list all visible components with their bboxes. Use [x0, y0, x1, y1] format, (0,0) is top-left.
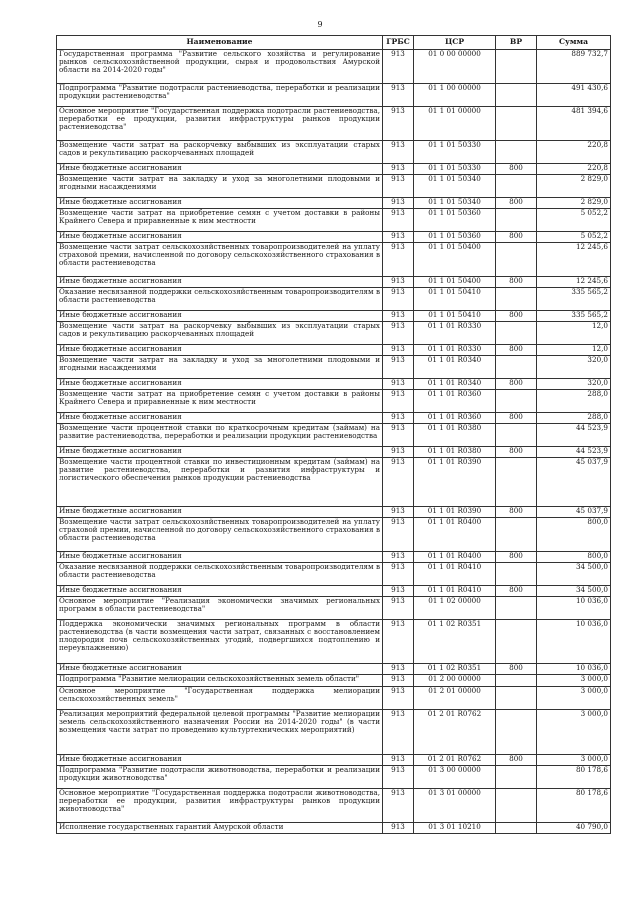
cell-name: Основное мероприятие "Государственная поддержка мелиорации сельскохозяйственных земель" — [57, 687, 383, 710]
cell-csr: 01 1 01 50330 — [414, 141, 496, 164]
cell-name: Иные бюджетные ассигнования — [57, 552, 383, 563]
cell-csr: 01 1 01 R0330 — [414, 345, 496, 356]
cell-grbs: 913 — [383, 620, 414, 664]
cell-sum: 12 245,6 — [537, 243, 611, 277]
cell-sum: 320,0 — [537, 356, 611, 379]
cell-sum: 800,0 — [537, 518, 611, 552]
cell-sum: 12,0 — [537, 345, 611, 356]
cell-grbs: 913 — [383, 288, 414, 311]
cell-vr: 800 — [496, 164, 537, 175]
cell-name: Подпрограмма "Развитие подотрасли растениеводства, переработки и реализации продукции растениеводства" — [57, 84, 383, 107]
cell-csr: 01 1 01 R0400 — [414, 518, 496, 552]
cell-sum: 3 000,0 — [537, 710, 611, 755]
cell-vr — [496, 84, 537, 107]
cell-name: Возмещение части затрат сельскохозяйственных товаропроизводителей на уплату страховой премии, начисленной по договору сельскохозяйственного страхования в области растениеводства — [57, 243, 383, 277]
table-row — [57, 141, 611, 164]
cell-vr — [496, 687, 537, 710]
cell-name: Возмещение части процентной ставки по краткосрочным кредитам (займам) на развитие растениеводства, переработки и реализации продукции растениеводства — [57, 424, 383, 447]
cell-grbs: 913 — [383, 518, 414, 552]
table-row — [57, 379, 611, 390]
cell-sum: 44 523,9 — [537, 447, 611, 458]
cell-name: Иные бюджетные ассигнования — [57, 507, 383, 518]
cell-name: Иные бюджетные ассигнования — [57, 379, 383, 390]
cell-name: Иные бюджетные ассигнования — [57, 345, 383, 356]
table-row — [57, 563, 611, 586]
cell-vr — [496, 620, 537, 664]
cell-vr: 800 — [496, 755, 537, 766]
cell-grbs: 913 — [383, 277, 414, 288]
cell-vr: 800 — [496, 586, 537, 597]
cell-vr — [496, 322, 537, 345]
table-row — [57, 198, 611, 209]
cell-grbs: 913 — [383, 755, 414, 766]
cell-csr: 01 1 01 50400 — [414, 243, 496, 277]
cell-name: Основное мероприятие "Государственная поддержка подотрасли животноводства, переработки ее продукции, развития инфраструктуры рынков продукции животноводства" — [57, 789, 383, 823]
cell-sum: 45 037,9 — [537, 507, 611, 518]
cell-csr: 01 1 01 R0360 — [414, 413, 496, 424]
header-sum: Сумма — [537, 36, 611, 50]
cell-vr — [496, 789, 537, 823]
cell-vr — [496, 424, 537, 447]
table-row — [57, 424, 611, 447]
cell-vr — [496, 823, 537, 834]
cell-csr: 01 1 01 R0390 — [414, 458, 496, 507]
cell-grbs: 913 — [383, 379, 414, 390]
cell-name: Оказание несвязанной поддержки сельскохозяйственным товаропроизводителям в области растениеводства — [57, 288, 383, 311]
cell-vr — [496, 141, 537, 164]
cell-vr — [496, 675, 537, 687]
cell-sum: 481 394,6 — [537, 107, 611, 141]
cell-name: Основное мероприятие "Реализация экономически значимых региональных программ в области растениеводства" — [57, 597, 383, 620]
cell-vr — [496, 356, 537, 379]
cell-csr: 01 1 01 R0400 — [414, 552, 496, 563]
header-csr: ЦСР — [414, 36, 496, 50]
table-row — [57, 552, 611, 563]
cell-vr — [496, 175, 537, 198]
cell-csr: 01 2 01 R0762 — [414, 710, 496, 755]
header-grbs: ГРБС — [383, 36, 414, 50]
cell-csr: 01 1 01 50400 — [414, 277, 496, 288]
cell-vr — [496, 766, 537, 789]
cell-name: Иные бюджетные ассигнования — [57, 664, 383, 675]
cell-sum: 12 245,6 — [537, 277, 611, 288]
cell-csr: 01 3 00 00000 — [414, 766, 496, 789]
cell-sum: 10 036,0 — [537, 620, 611, 664]
cell-grbs: 913 — [383, 209, 414, 232]
cell-name: Иные бюджетные ассигнования — [57, 755, 383, 766]
cell-vr — [496, 209, 537, 232]
table-row — [57, 620, 611, 664]
cell-sum: 335 565,2 — [537, 288, 611, 311]
table-row — [57, 164, 611, 175]
cell-name: Возмещение части затрат на приобретение семян с учетом доставки в районы Крайнего Севера и приравненные к ним местности — [57, 390, 383, 413]
cell-csr: 01 1 01 50330 — [414, 164, 496, 175]
cell-grbs: 913 — [383, 107, 414, 141]
cell-sum: 5 052,2 — [537, 232, 611, 243]
cell-name: Иные бюджетные ассигнования — [57, 447, 383, 458]
cell-name: Иные бюджетные ассигнования — [57, 413, 383, 424]
cell-vr: 800 — [496, 232, 537, 243]
cell-name: Оказание несвязанной поддержки сельскохозяйственным товаропроизводителям в области растениеводства — [57, 563, 383, 586]
cell-csr: 01 1 02 R0351 — [414, 664, 496, 675]
cell-sum: 3 000,0 — [537, 755, 611, 766]
cell-sum: 288,0 — [537, 413, 611, 424]
table-row — [57, 687, 611, 710]
cell-sum: 12,0 — [537, 322, 611, 345]
table-row — [57, 823, 611, 834]
cell-name: Подпрограмма "Развитие мелиорации сельскохозяйственных земель области" — [57, 675, 383, 687]
cell-name: Возмещение части затрат на раскорчевку выбывших из эксплуатации старых садов и рекультивацию раскорчеванных площадей — [57, 141, 383, 164]
cell-csr: 01 0 00 00000 — [414, 50, 496, 84]
cell-grbs: 913 — [383, 356, 414, 379]
cell-name: Государственная программа "Развитие сельского хозяйства и регулирование рынков сельскохозяйственной продукции, сырья и продовольствия Амурской области на 2014-2020 годы" — [57, 50, 383, 84]
cell-name: Иные бюджетные ассигнования — [57, 277, 383, 288]
cell-name: Возмещение части затрат на закладку и уход за многолетними плодовыми и ягодными насаждениями — [57, 175, 383, 198]
cell-sum: 889 732,7 — [537, 50, 611, 84]
cell-vr — [496, 458, 537, 507]
cell-vr — [496, 563, 537, 586]
cell-grbs: 913 — [383, 687, 414, 710]
cell-name: Возмещение части затрат на закладку и уход за многолетними плодовыми и ягодными насаждениями — [57, 356, 383, 379]
cell-name: Исполнение государственных гарантий Амурской области — [57, 823, 383, 834]
cell-grbs: 913 — [383, 198, 414, 209]
cell-name: Иные бюджетные ассигнования — [57, 232, 383, 243]
table-row — [57, 789, 611, 823]
table-row — [57, 345, 611, 356]
cell-vr: 800 — [496, 311, 537, 322]
cell-csr: 01 1 01 50340 — [414, 198, 496, 209]
table-row — [57, 390, 611, 413]
cell-csr: 01 1 01 R0340 — [414, 356, 496, 379]
cell-csr: 01 1 01 50410 — [414, 311, 496, 322]
table-row — [57, 243, 611, 277]
cell-csr: 01 1 01 50340 — [414, 175, 496, 198]
table-row — [57, 50, 611, 84]
table-row — [57, 209, 611, 232]
table-row — [57, 675, 611, 687]
cell-grbs: 913 — [383, 710, 414, 755]
table-row — [57, 175, 611, 198]
cell-csr: 01 1 01 R0360 — [414, 390, 496, 413]
cell-sum: 335 565,2 — [537, 311, 611, 322]
cell-csr: 01 1 02 R0351 — [414, 620, 496, 664]
cell-csr: 01 1 01 R0380 — [414, 424, 496, 447]
cell-sum: 10 036,0 — [537, 597, 611, 620]
cell-sum: 40 790,0 — [537, 823, 611, 834]
table-row — [57, 507, 611, 518]
cell-vr: 800 — [496, 345, 537, 356]
cell-sum: 80 178,6 — [537, 789, 611, 823]
cell-name: Возмещение части затрат на приобретение семян с учетом доставки в районы Крайнего Севера и приравненные к ним местности — [57, 209, 383, 232]
cell-name: Реализация мероприятий федеральной целевой программы "Развитие мелиорации земель сельскохозяйственного назначения России на 2014-2020 годы" (в части возмещения части затрат по проведению культуртехнических мероприятий) — [57, 710, 383, 755]
table-row — [57, 288, 611, 311]
cell-name: Подпрограмма "Развитие подотрасли животноводства, переработки и реализации продукции животноводства" — [57, 766, 383, 789]
cell-csr: 01 3 01 00000 — [414, 789, 496, 823]
cell-sum: 34 500,0 — [537, 586, 611, 597]
cell-name: Иные бюджетные ассигнования — [57, 164, 383, 175]
cell-sum: 45 037,9 — [537, 458, 611, 507]
cell-vr: 800 — [496, 447, 537, 458]
cell-grbs: 913 — [383, 458, 414, 507]
cell-grbs: 913 — [383, 311, 414, 322]
cell-csr: 01 1 01 50360 — [414, 209, 496, 232]
cell-csr: 01 1 02 00000 — [414, 597, 496, 620]
cell-sum: 320,0 — [537, 379, 611, 390]
table-row — [57, 107, 611, 141]
table-row — [57, 518, 611, 552]
cell-sum: 220,8 — [537, 141, 611, 164]
cell-grbs: 913 — [383, 597, 414, 620]
cell-sum: 491 430,6 — [537, 84, 611, 107]
cell-name: Иные бюджетные ассигнования — [57, 311, 383, 322]
cell-csr: 01 1 01 R0410 — [414, 586, 496, 597]
table-row — [57, 766, 611, 789]
cell-grbs: 913 — [383, 664, 414, 675]
cell-csr: 01 1 00 00000 — [414, 84, 496, 107]
table-row — [57, 311, 611, 322]
cell-sum: 220,8 — [537, 164, 611, 175]
cell-csr: 01 2 00 00000 — [414, 675, 496, 687]
table-row — [57, 458, 611, 507]
budget-table — [56, 35, 611, 834]
cell-vr — [496, 107, 537, 141]
cell-grbs: 913 — [383, 141, 414, 164]
cell-vr — [496, 597, 537, 620]
cell-grbs: 913 — [383, 243, 414, 277]
cell-sum: 10 036,0 — [537, 664, 611, 675]
cell-csr: 01 1 01 R0410 — [414, 563, 496, 586]
cell-vr: 800 — [496, 507, 537, 518]
cell-grbs: 913 — [383, 823, 414, 834]
cell-name: Возмещение части процентной ставки по инвестиционным кредитам (займам) на развитие растениеводства, переработки и развития инфраструктуры и логистического обеспечения рынков продукции растениеводства — [57, 458, 383, 507]
cell-grbs: 913 — [383, 586, 414, 597]
cell-grbs: 913 — [383, 345, 414, 356]
cell-vr: 800 — [496, 277, 537, 288]
header-name: Наименование — [57, 36, 383, 50]
cell-vr: 800 — [496, 552, 537, 563]
cell-grbs: 913 — [383, 164, 414, 175]
cell-vr — [496, 390, 537, 413]
cell-csr: 01 1 01 R0330 — [414, 322, 496, 345]
cell-sum: 3 000,0 — [537, 687, 611, 710]
cell-csr: 01 2 01 R0762 — [414, 755, 496, 766]
table-row — [57, 664, 611, 675]
table-row — [57, 597, 611, 620]
cell-name: Возмещение части затрат на раскорчевку выбывших из эксплуатации старых садов и рекультивацию раскорчеванных площадей — [57, 322, 383, 345]
cell-grbs: 913 — [383, 766, 414, 789]
table-row — [57, 413, 611, 424]
table-row — [57, 84, 611, 107]
cell-name: Основное мероприятие "Государственная поддержка подотрасли растениеводства, переработки ее продукции, развития инфраструктуры рынков продукции растениеводства" — [57, 107, 383, 141]
cell-vr: 800 — [496, 413, 537, 424]
cell-sum: 3 000,0 — [537, 675, 611, 687]
cell-sum: 44 523,9 — [537, 424, 611, 447]
cell-grbs: 913 — [383, 232, 414, 243]
cell-sum: 80 178,6 — [537, 766, 611, 789]
cell-vr: 800 — [496, 198, 537, 209]
cell-grbs: 913 — [383, 563, 414, 586]
table-row — [57, 586, 611, 597]
cell-csr: 01 3 01 10210 — [414, 823, 496, 834]
cell-grbs: 913 — [383, 84, 414, 107]
table-header-row — [57, 36, 611, 50]
cell-vr — [496, 50, 537, 84]
cell-grbs: 913 — [383, 50, 414, 84]
cell-sum: 2 829,0 — [537, 175, 611, 198]
cell-grbs: 913 — [383, 424, 414, 447]
cell-csr: 01 1 01 50410 — [414, 288, 496, 311]
table-row — [57, 710, 611, 755]
table-row — [57, 356, 611, 379]
cell-grbs: 913 — [383, 552, 414, 563]
cell-sum: 2 829,0 — [537, 198, 611, 209]
table-row — [57, 277, 611, 288]
cell-grbs: 913 — [383, 390, 414, 413]
cell-sum: 800,0 — [537, 552, 611, 563]
cell-vr — [496, 243, 537, 277]
table-row — [57, 755, 611, 766]
cell-grbs: 913 — [383, 447, 414, 458]
table-row — [57, 232, 611, 243]
cell-csr: 01 1 01 R0390 — [414, 507, 496, 518]
cell-csr: 01 1 01 R0340 — [414, 379, 496, 390]
cell-grbs: 913 — [383, 789, 414, 823]
cell-csr: 01 2 01 00000 — [414, 687, 496, 710]
cell-vr — [496, 288, 537, 311]
page-number: 9 — [317, 20, 323, 29]
cell-grbs: 913 — [383, 675, 414, 687]
cell-vr — [496, 518, 537, 552]
cell-name: Возмещение части затрат сельскохозяйственных товаропроизводителей на уплату страховой премии, начисленной по договору сельскохозяйственного страхования в области растениеводства — [57, 518, 383, 552]
cell-name: Иные бюджетные ассигнования — [57, 198, 383, 209]
table-row — [57, 322, 611, 345]
cell-csr: 01 1 01 R0380 — [414, 447, 496, 458]
table-body — [57, 50, 611, 834]
cell-vr: 800 — [496, 664, 537, 675]
header-vr: ВР — [496, 36, 537, 50]
cell-vr — [496, 710, 537, 755]
cell-sum: 34 500,0 — [537, 563, 611, 586]
cell-csr: 01 1 01 00000 — [414, 107, 496, 141]
cell-sum: 288,0 — [537, 390, 611, 413]
cell-vr: 800 — [496, 379, 537, 390]
table-row — [57, 447, 611, 458]
cell-grbs: 913 — [383, 507, 414, 518]
cell-name: Иные бюджетные ассигнования — [57, 586, 383, 597]
cell-grbs: 913 — [383, 413, 414, 424]
cell-grbs: 913 — [383, 175, 414, 198]
cell-name: Поддержка экономически значимых региональных программ в области растениеводства (в части возмещения части затрат, связанных с восстановлением плодородия почв сельскохозяйственных угодий, подвергшихся подтоплению и переувлажнению) — [57, 620, 383, 664]
cell-grbs: 913 — [383, 322, 414, 345]
cell-csr: 01 1 01 50360 — [414, 232, 496, 243]
cell-sum: 5 052,2 — [537, 209, 611, 232]
